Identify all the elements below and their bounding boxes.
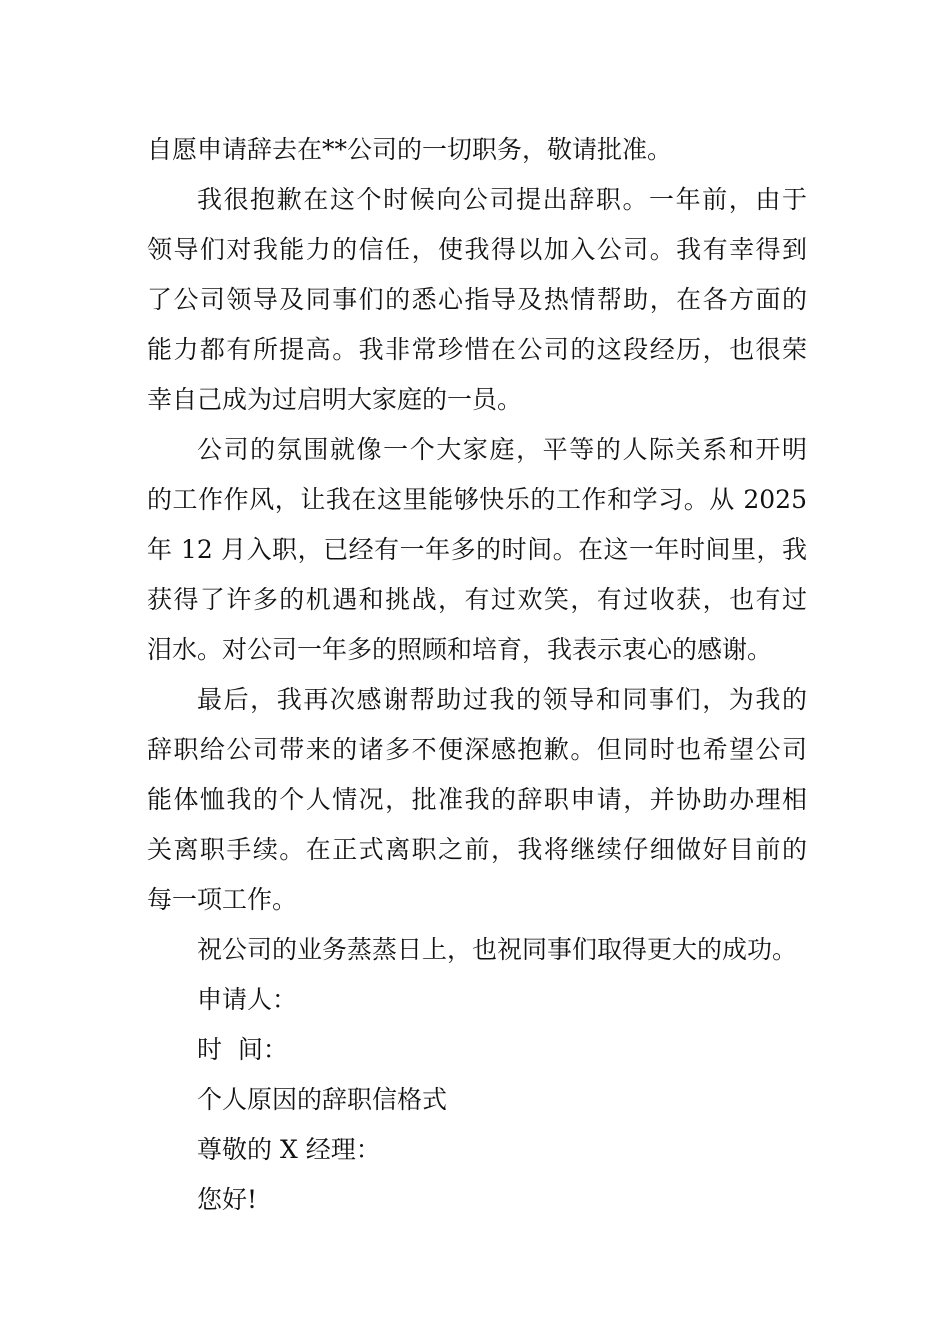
paragraph-line: 幸自己成为过启明大家庭的一员。 — [147, 385, 523, 414]
paragraph-line: 最后，我再次感谢帮助过我的领导和同事们，为我的 — [197, 685, 807, 714]
paragraph-line: 获得了许多的机遇和挑战，有过欢笑，有过收获，也有过 — [147, 585, 807, 614]
paragraph-line: 每一项工作。 — [147, 885, 298, 914]
paragraph-line: 能力都有所提高。我非常珍惜在公司的这段经历，也很荣 — [147, 335, 807, 364]
greeting: 您好! — [197, 1185, 258, 1214]
text-line: 自愿申请辞去在**公司的一切职务，敬请批准。 — [147, 135, 673, 164]
date-label: 时 间： — [197, 1035, 288, 1064]
paragraph-line: 公司的氛围就像一个大家庭，平等的人际关系和开明 — [197, 435, 807, 464]
paragraph-line: 关离职手续。在正式离职之前，我将继续仔细做好目前的 — [147, 835, 807, 864]
paragraph-line: 的工作作风，让我在这里能够快乐的工作和学习。从 2025 — [147, 485, 807, 514]
paragraph-line: 年 12 月入职，已经有一年多的时间。在这一年时间里，我 — [147, 535, 807, 564]
section-title: 个人原因的辞职信格式 — [197, 1085, 448, 1114]
paragraph-line: 我很抱歉在这个时候向公司提出辞职。一年前，由于 — [197, 185, 807, 214]
letter-body — [147, 125, 807, 1225]
paragraph-line: 辞职给公司带来的诸多不便深感抱歉。但同时也希望公司 — [147, 735, 807, 764]
paragraph-line: 泪水。对公司一年多的照顾和培育，我表示衷心的感谢。 — [147, 635, 773, 664]
paragraph-line: 能体恤我的个人情况，批准我的辞职申请，并协助办理相 — [147, 785, 807, 814]
applicant-label: 申请人： — [197, 985, 298, 1014]
paragraph-line: 了公司领导及同事们的悉心指导及热情帮助，在各方面的 — [147, 285, 807, 314]
paragraph-line: 领导们对我能力的信任，使我得以加入公司。我有幸得到 — [147, 235, 807, 264]
salutation: 尊敬的 X 经理： — [197, 1135, 381, 1164]
closing-wish: 祝公司的业务蒸蒸日上，也祝同事们取得更大的成功。 — [197, 935, 798, 964]
